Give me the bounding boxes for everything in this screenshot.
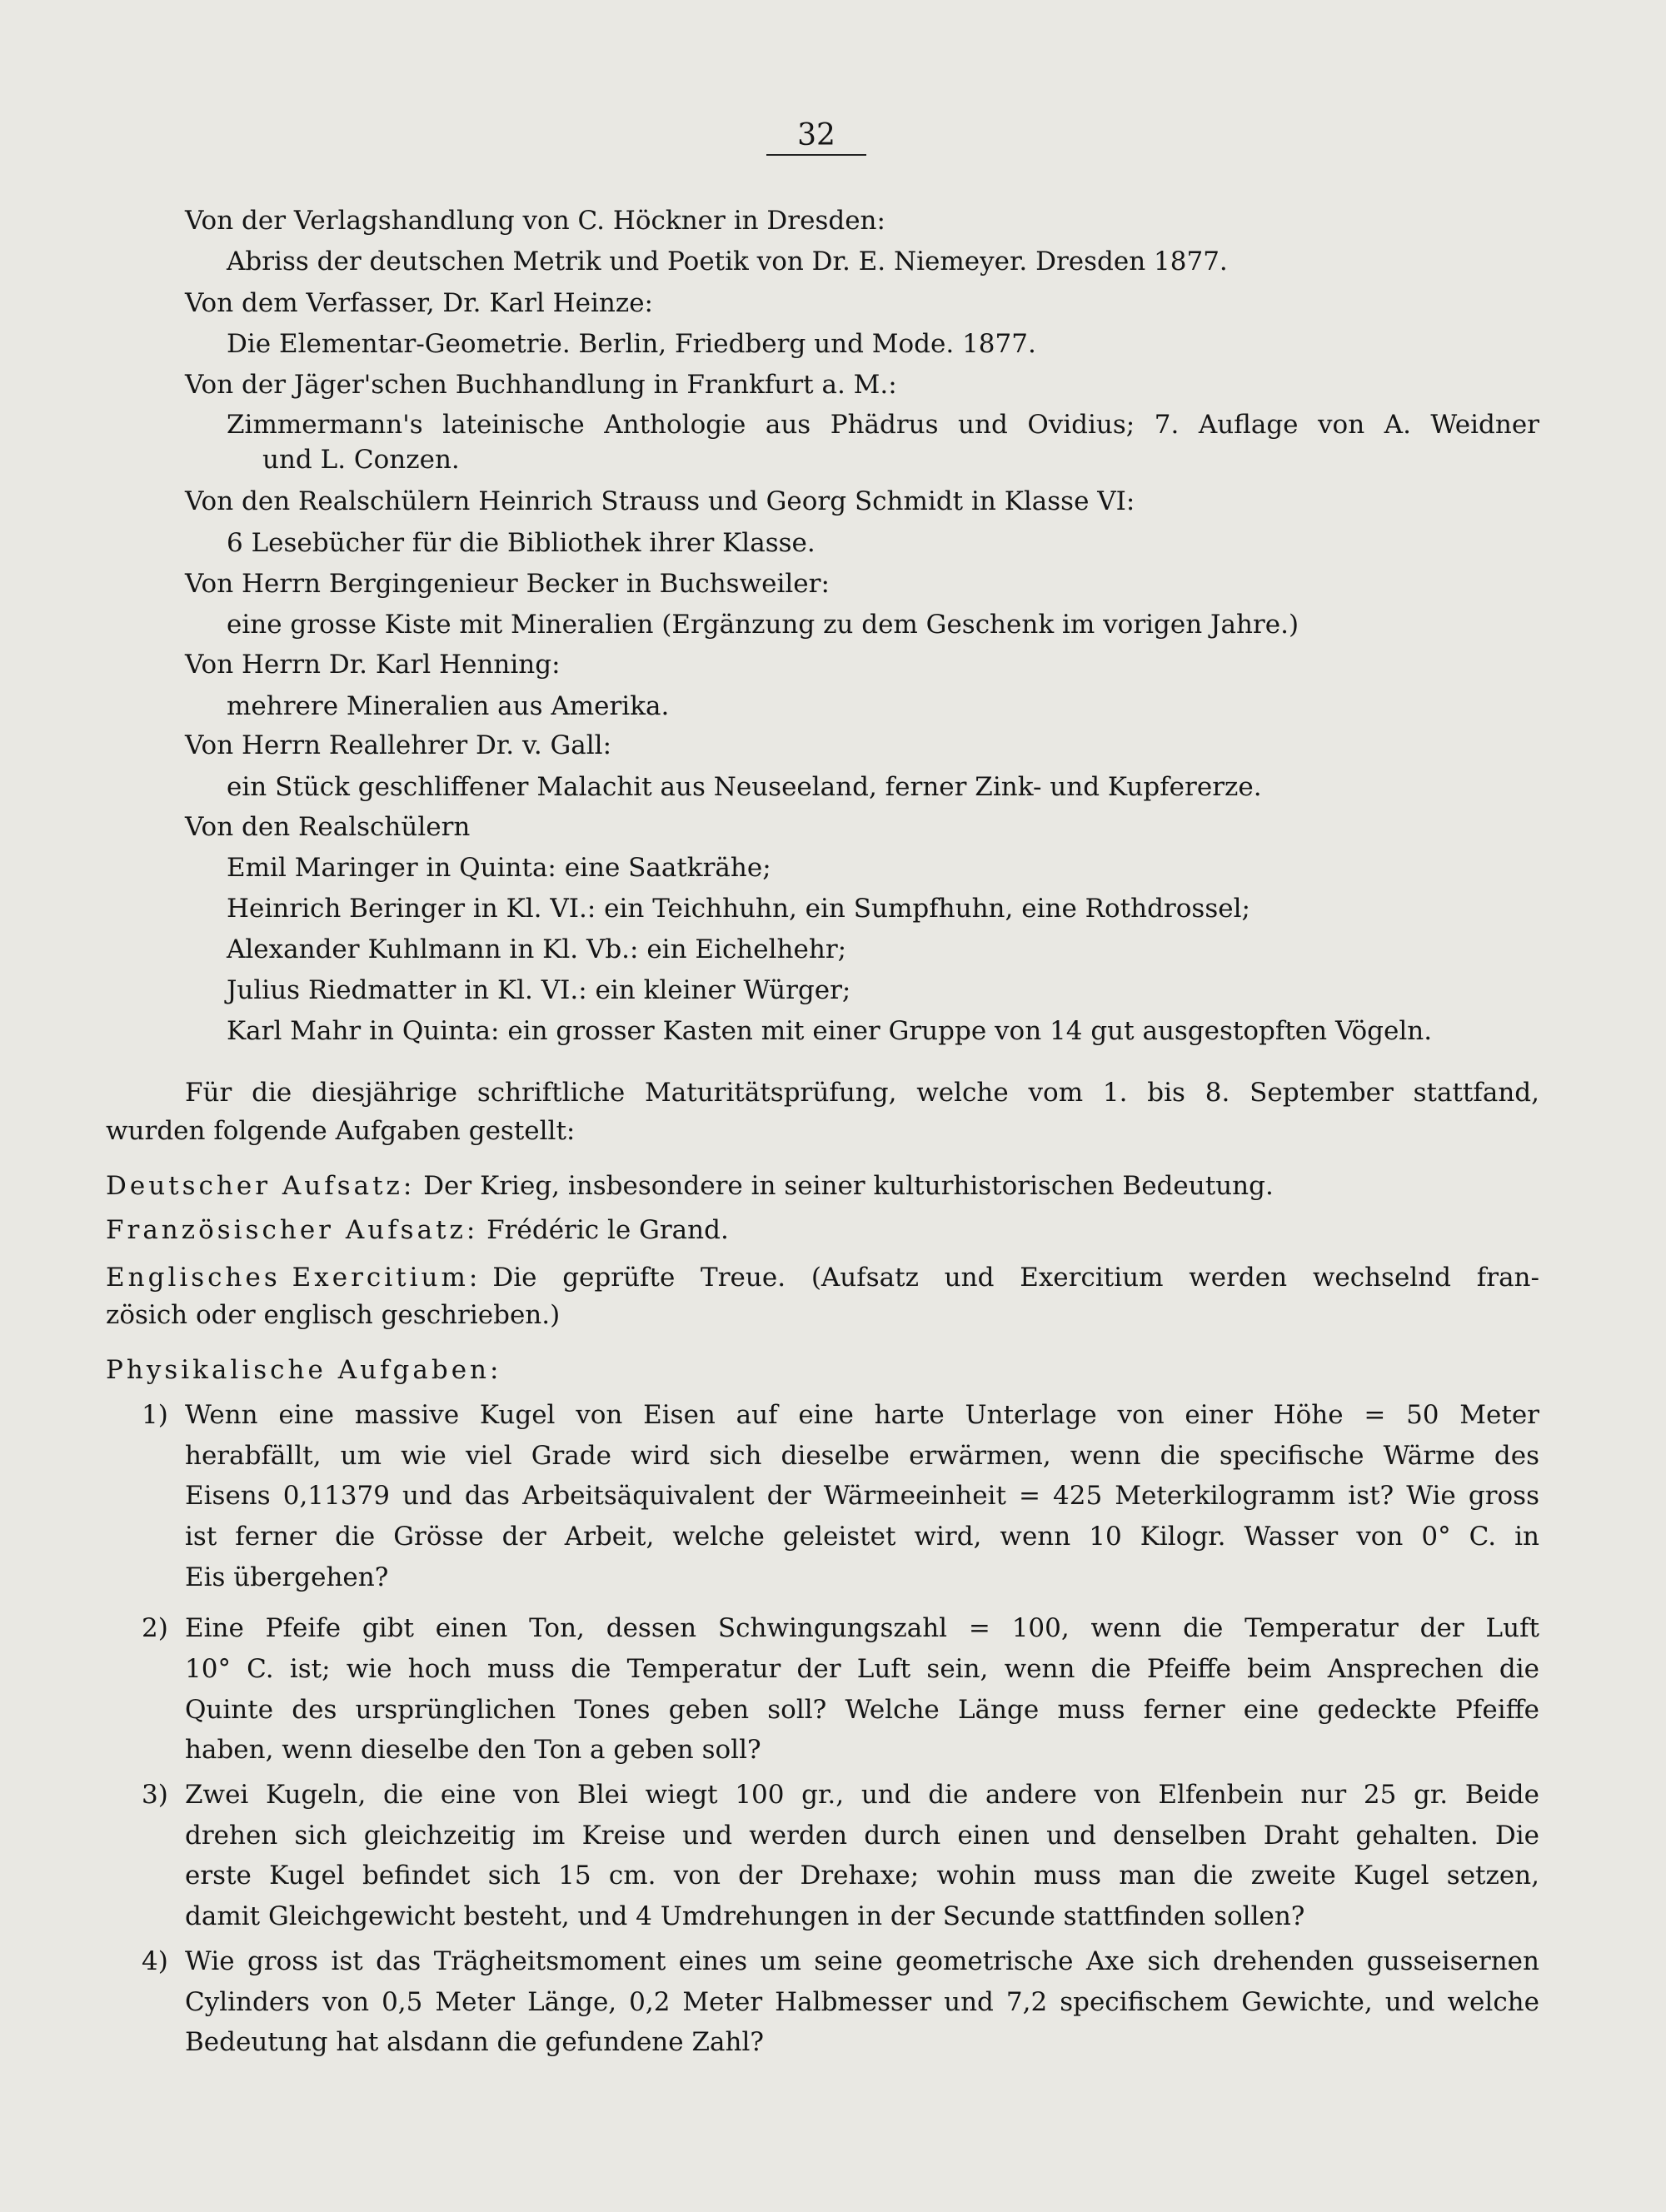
problem-line: damit Gleichgewicht besteht, und 4 Umdrehungen in der Secunde stattfinden sollen?	[185, 1901, 1305, 1931]
donation-item: Zimmermann's lateinische Anthologie aus Phädrus und Ovidius; 7. Auflage von A. Weidner	[227, 410, 1539, 440]
donation-item: Julius Riedmatter in Kl. VI.: ein kleiner Würger;	[227, 975, 851, 1005]
task-engl	[106, 1259, 1539, 1296]
task-text: Der Krieg, insbesondere in seiner kulturhistorischen Bedeutung.	[423, 1171, 1274, 1201]
exam-intro-line: Für die diesjährige schriftliche Maturitätsprüfung, welche vom 1. bis 8. September stattfand,	[185, 1078, 1539, 1108]
problem-line: Wenn eine massive Kugel von Eisen auf eine harte Unterlage von einer Höhe = 50 Meter	[185, 1400, 1539, 1430]
problem-line: Eine Pfeife gibt einen Ton, dessen Schwingungszahl = 100, wenn die Temperatur der Luft	[185, 1613, 1539, 1643]
problem-line: ist ferner die Grösse der Arbeit, welche geleistet wird, wenn 10 Kilogr. Wasser von 0° C. in	[185, 1522, 1539, 1552]
donation-item: ein Stück geschliffener Malachit aus Neuseeland, ferner Zink- und Kupfererze.	[227, 772, 1262, 802]
donor-line: Von Herrn Dr. Karl Henning:	[185, 650, 561, 680]
task-label: Deutscher Aufsatz:	[106, 1171, 416, 1201]
donation-item: Alexander Kuhlmann in Kl. Vb.: ein Eichelhehr;	[227, 934, 847, 964]
task-label: Englisches Exercitium:	[106, 1263, 481, 1293]
problem-line: Eisens 0,11379 und das Arbeitsäquivalent der Wärmeeinheit = 425 Meterkilogramm ist? Wie gross	[185, 1481, 1539, 1511]
problem-number: 3)	[142, 1780, 168, 1810]
exam-intro-line: wurden folgende Aufgaben gestellt:	[106, 1116, 576, 1146]
problem-line: erste Kugel befindet sich 15 cm. von der Drehaxe; wohin muss man die zweite Kugel setzen,	[185, 1861, 1539, 1891]
task-label: Französischer Aufsatz:	[106, 1215, 479, 1245]
donation-item: Emil Maringer in Quinta: eine Saatkrähe;	[227, 853, 771, 883]
task-text: Frédéric le Grand.	[486, 1215, 729, 1245]
donor-line: Von Herrn Reallehrer Dr. v. Gall:	[185, 730, 612, 760]
donation-item: Abriss der deutschen Metrik und Poetik von Dr. E. Niemeyer. Dresden 1877.	[227, 247, 1228, 276]
donor-line: Von dem Verfasser, Dr. Karl Heinze:	[185, 288, 653, 318]
donor-line: Von der Verlagshandlung von C. Höckner in Dresden:	[185, 206, 885, 236]
donation-item-continued: und L. Conzen.	[262, 445, 460, 475]
problem-line: drehen sich gleichzeitig im Kreise und werden durch einen und denselben Draht gehalten. Die	[185, 1821, 1539, 1851]
problem-number: 4)	[142, 1946, 168, 1976]
task-deutsch	[106, 1168, 1274, 1204]
problem-line: herabfällt, um wie viel Grade wird sich dieselbe erwärmen, wenn die specifische Wärme des	[185, 1441, 1539, 1471]
problem-line: Quinte des ursprünglichen Tones geben soll? Welche Länge muss ferner eine gedeckte Pfeiffe	[185, 1695, 1539, 1725]
donor-line: Von den Realschülern Heinrich Strauss und Georg Schmidt in Klasse VI:	[185, 486, 1135, 516]
task-text-continued: zösich oder englisch geschrieben.)	[106, 1300, 561, 1330]
donation-item: Karl Mahr in Quinta: ein grosser Kasten mit einer Gruppe von 14 gut ausgestopften Vögeln.	[227, 1016, 1433, 1046]
problem-line: Cylinders von 0,5 Meter Länge, 0,2 Meter Halbmesser und 7,2 specifischem Gewichte, und welche	[185, 1987, 1539, 2017]
donation-item: Die Elementar-Geometrie. Berlin, Friedberg und Mode. 1877.	[227, 329, 1036, 359]
page-number: 32	[766, 118, 866, 156]
problem-line: haben, wenn dieselbe den Ton a geben soll?	[185, 1735, 761, 1765]
problem-number: 1)	[142, 1400, 168, 1430]
problem-line: Zwei Kugeln, die eine von Blei wiegt 100 gr., und die andere von Elfenbein nur 25 gr. Beide	[185, 1780, 1539, 1810]
donation-item: mehrere Mineralien aus Amerika.	[227, 691, 670, 721]
donor-line: Von Herrn Bergingenieur Becker in Buchsweiler:	[185, 569, 830, 599]
donation-item: Heinrich Beringer in Kl. VI.: ein Teichhuhn, ein Sumpfhuhn, eine Rothdrossel;	[227, 894, 1250, 924]
task-physics-label: Physikalische Aufgaben:	[106, 1355, 502, 1385]
donation-item: eine grosse Kiste mit Mineralien (Ergänzung zu dem Geschenk im vorigen Jahre.)	[227, 610, 1299, 640]
problem-line: 10° C. ist; wie hoch muss die Temperatur der Luft sein, wenn die Pfeiffe beim Ansprechen die	[185, 1654, 1539, 1684]
donor-line: Von der Jäger'schen Buchhandlung in Frankfurt a. M.:	[185, 370, 897, 400]
problem-line: Eis übergehen?	[185, 1562, 389, 1592]
task-text: Die geprüfte Treue. (Aufsatz und Exercitium werden wechselnd fran-	[492, 1263, 1539, 1293]
problem-line: Wie gross ist das Trägheitsmoment eines um seine geometrische Axe sich drehenden gusseisernen	[185, 1946, 1539, 1976]
problem-number: 2)	[142, 1613, 168, 1643]
donation-item: 6 Lesebücher für die Bibliothek ihrer Klasse.	[227, 528, 816, 558]
donor-line: Von den Realschülern	[185, 812, 471, 842]
problem-line: Bedeutung hat alsdann die gefundene Zahl?	[185, 2027, 764, 2057]
task-franz	[106, 1212, 729, 1248]
